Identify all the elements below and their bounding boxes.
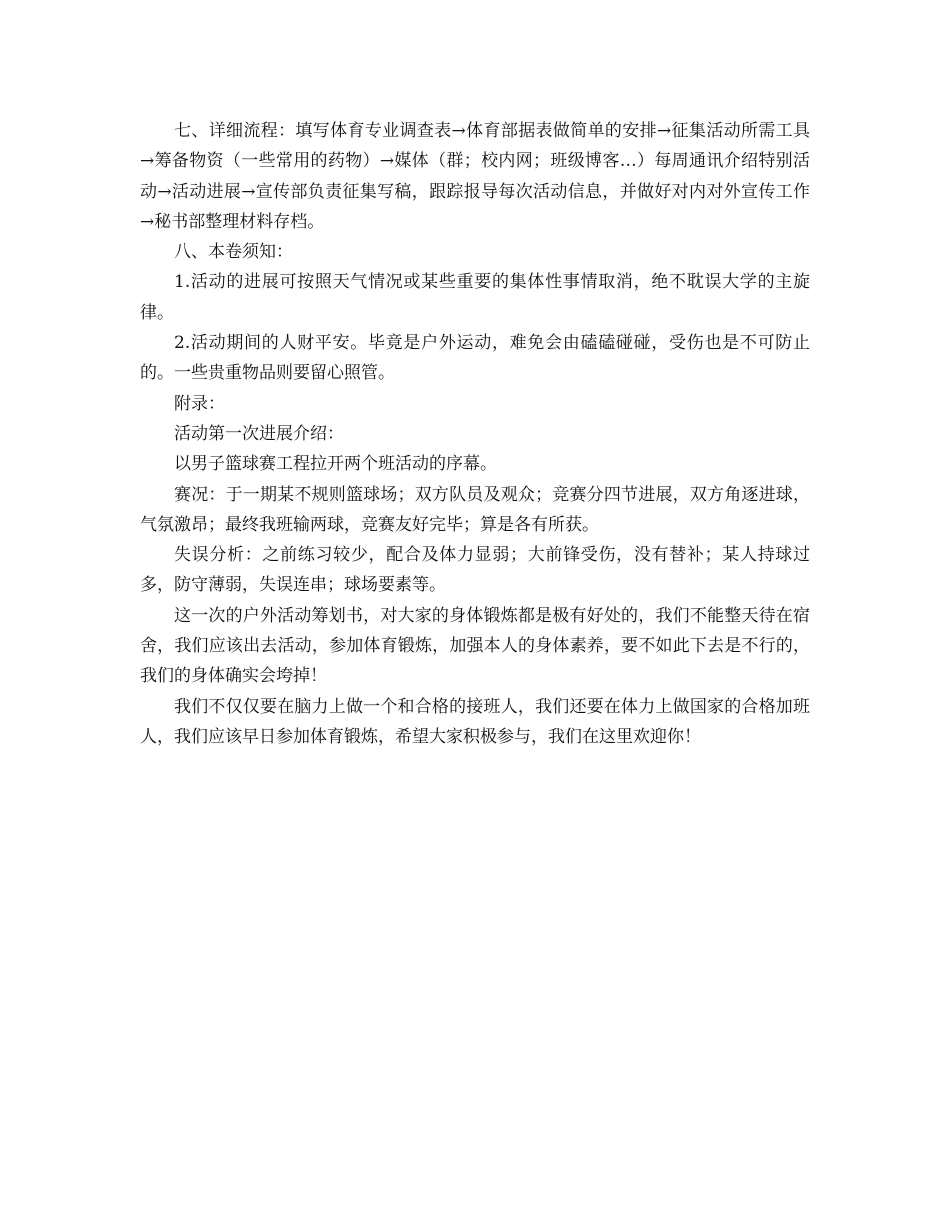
document-body: [140, 116, 810, 752]
paragraph-process: 七、详细流程：填写体育专业调查表→体育部据表做简单的安排→征集活动所需工具→筹备物资（一些常用的药物）→媒体（群；校内网；班级博客…）每周通讯介绍特别活动→活动进展→宣传部负责征集写稿，跟踪报导每次活动信息，并做好对内对外宣传工作→秘书部整理材料存档。: [140, 121, 810, 232]
paragraph-closing: 我们不仅仅要在脑力上做一个和合格的接班人，我们还要在体力上做国家的合格加班人，我们应该早日参加体育锻炼，希望大家积极参与，我们在这里欢迎你！: [140, 696, 810, 747]
paragraph-match-report: 赛况：于一期某不规则篮球场；双方队员及观众；竞赛分四节进展，双方角逐进球，气氛激昂；最终我班输两球，竞赛友好完毕；算是各有所获。: [140, 484, 810, 535]
paragraph-basketball-intro: 以男子篮球赛工程拉开两个班活动的序幕。: [174, 454, 497, 475]
paragraph-notice-1: 1.活动的进展可按照天气情况或某些重要的集体性事情取消，绝不耽误大学的主旋律。: [140, 272, 810, 323]
paragraph-appendix-heading: 附录：: [174, 393, 225, 414]
paragraph-progress-heading: 活动第一次进展介绍：: [174, 423, 344, 444]
paragraph-conclusion: 这一次的户外活动筹划书，对大家的身体锻炼都是极有好处的，我们不能整天待在宿舍，我们应该出去活动，参加体育锻炼，加强本人的身体素养，要不如此下去是不行的，我们的身体确实会垮掉！: [140, 605, 810, 687]
paragraph-notice-heading: 八、本卷须知：: [174, 242, 293, 263]
paragraph-error-analysis: 失误分析：之前练习较少，配合及体力显弱；大前锋受伤，没有替补；某人持球过多，防守薄弱，失误连串；球场要素等。: [140, 545, 810, 596]
paragraph-notice-2: 2.活动期间的人财平安。毕竟是户外运动，难免会由磕磕碰碰，受伤也是不可防止的。一些贵重物品则要留心照管。: [140, 333, 810, 384]
